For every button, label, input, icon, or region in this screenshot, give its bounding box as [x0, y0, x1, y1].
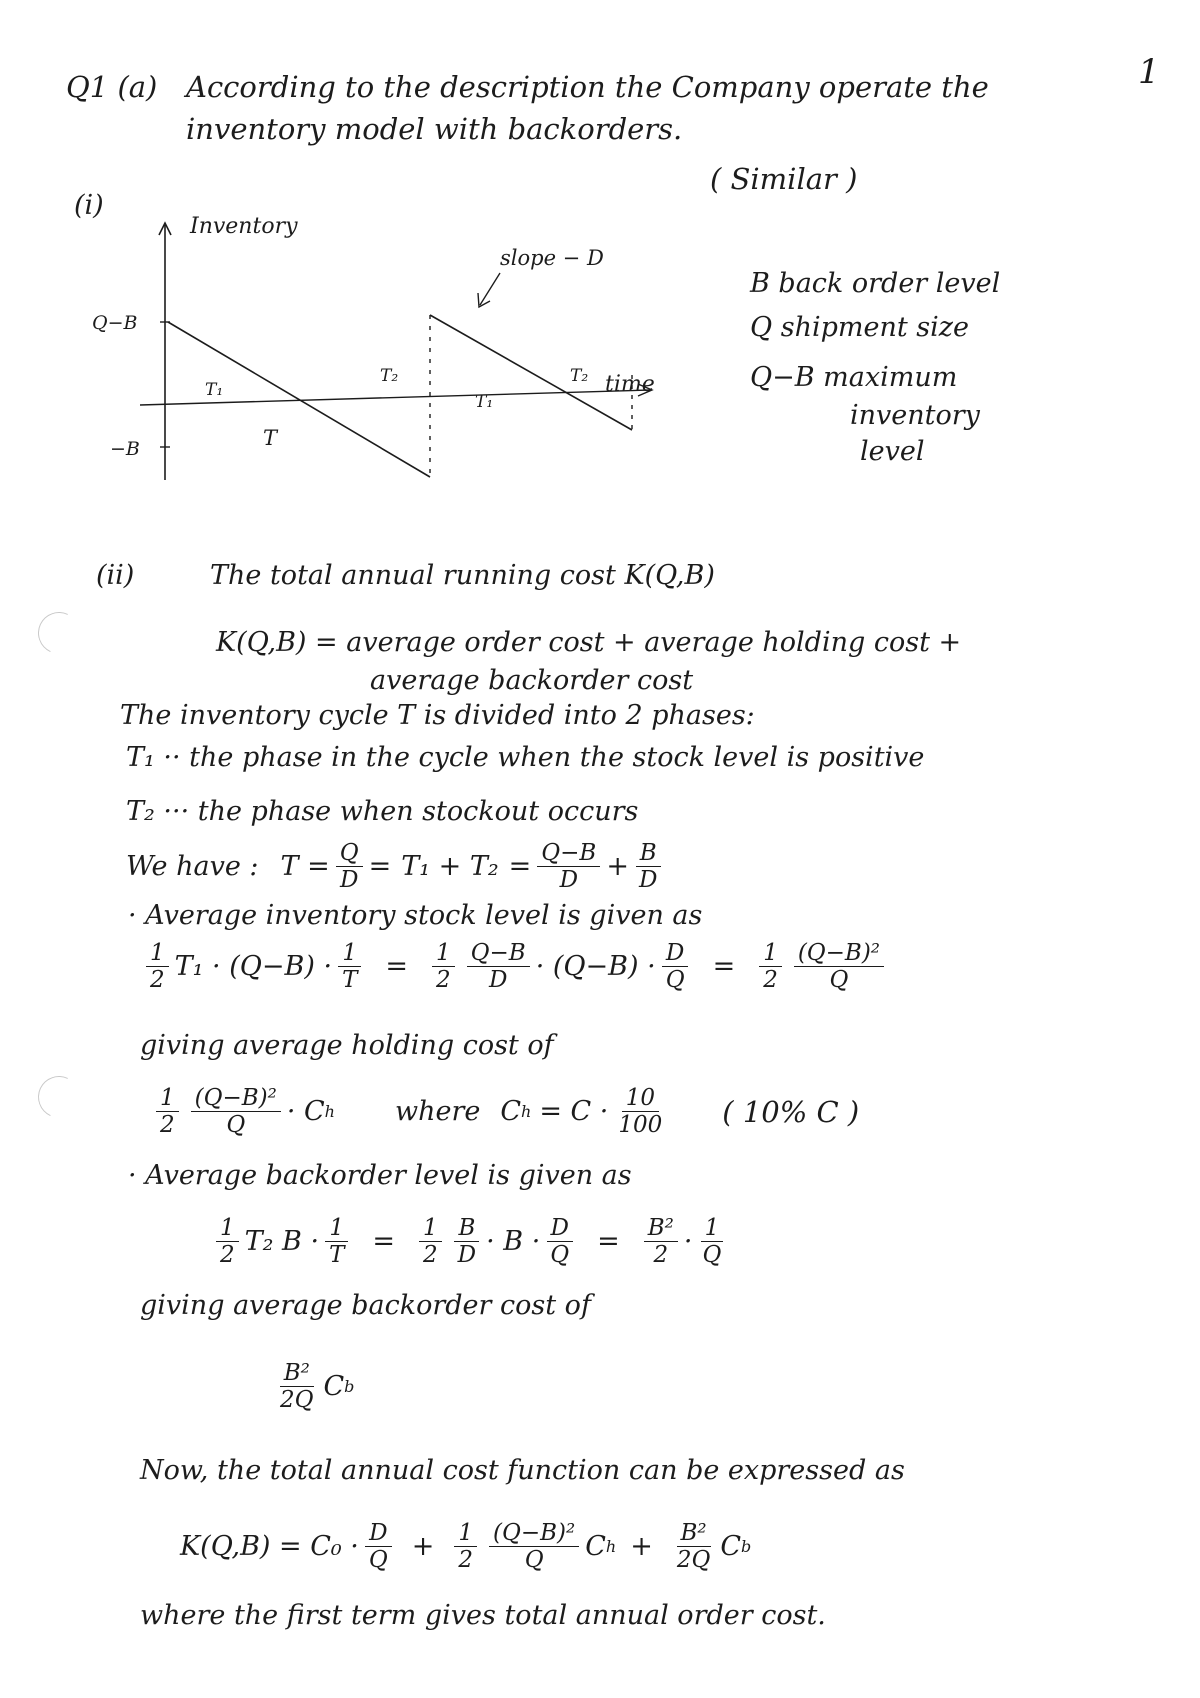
we-have-label: We have :	[126, 851, 259, 883]
slope-pointer	[480, 273, 500, 305]
qb-over-d: $\frac{Q-B}{D}$	[537, 840, 600, 894]
q-over-d: $\frac{Q}{D}$	[336, 840, 363, 894]
legend-q: Q shipment size	[750, 312, 969, 343]
backorder-cost-equation: $\frac{\text{B²}}{2Q}$ C b	[280, 1360, 355, 1414]
slope-label: slope − D	[500, 246, 604, 270]
x-axis-label: time	[605, 372, 655, 397]
now-text: Now, the total annual cost function can be expressed as	[140, 1455, 905, 1486]
b-over-d: $\frac{B}{D}$	[635, 840, 661, 894]
avg-backorder-text: · Average backorder level is given as	[128, 1160, 632, 1191]
similar-note: ( Similar )	[710, 162, 858, 196]
ten-percent-note: ( 10% C )	[722, 1094, 860, 1129]
cycle-text: The inventory cycle T is divided into 2 phases:	[120, 700, 755, 731]
t1-label-second: T₁	[475, 392, 494, 412]
question-line-1: According to the description the Company operate the	[186, 70, 989, 104]
punch-hole	[32, 606, 86, 660]
giving-backorder-text: giving average backorder cost of	[140, 1290, 591, 1321]
legend-qb-3: level	[860, 436, 925, 467]
t1-description: T₁ ·· the phase in the cycle when the stock level is positive	[126, 742, 925, 773]
k-definition-cont: average backorder cost	[370, 665, 694, 696]
tick-label-qb: Q−B	[92, 312, 138, 334]
cycle-t-label: T	[263, 426, 278, 450]
where-first-term-text: where the first term gives total annual order cost.	[140, 1600, 826, 1631]
t1-label-first: T₁	[205, 380, 224, 400]
inventory-cycle-diagram	[80, 215, 720, 485]
avg-backorder-equation: $\frac{1}{2}$ T₂ B · $\frac{1}{T}$ = $\frac{1}{2}$ $\frac{B}{D}$ · B · $\frac{D}{Q}$ = $\frac{\text{B²}}{2}$ · $\frac{1}{Q}$	[210, 1215, 731, 1269]
legend-qb-2: inventory	[850, 400, 980, 431]
avg-inventory-text: · Average inventory stock level is given as	[128, 900, 703, 931]
t2-label-first: T₂	[380, 366, 399, 386]
slope-arrow-icon	[478, 293, 490, 307]
page-number: 1	[1138, 52, 1160, 92]
holding-cost-equation: $\frac{1}{2}$ $\frac{\text{(Q−B)²}}{Q}$ · C h where C h = C · $\frac{10}{100}$ ( 10% C )	[150, 1085, 859, 1139]
y-axis-label: Inventory	[190, 215, 298, 239]
legend-qb-1: Q−B maximum	[750, 362, 958, 393]
t2-description: T₂ ··· the phase when stockout occurs	[126, 796, 639, 827]
tick-label-b: −B	[110, 438, 140, 460]
giving-holding-text: giving average holding cost of	[140, 1030, 554, 1061]
question-label: Q1 (a)	[66, 70, 158, 104]
cost-intro: The total annual running cost K(Q,B)	[210, 560, 715, 591]
k-definition: K(Q,B) = average order cost + average holding cost +	[216, 627, 962, 658]
inventory-line-2	[430, 315, 632, 430]
avg-inventory-equation: $\frac{1}{2}$ T₁ · (Q−B) · $\frac{1}{T}$ = $\frac{1}{2}$ $\frac{Q-B}{D}$ · (Q−B) · $\frac{D}{Q}$ = $\frac{1}{2}$ $\frac{\text{(Q−B)²}}{Q}$	[140, 940, 890, 994]
total-cost-equation: K(Q,B) = C₀ · $\frac{D}{Q}$ + $\frac{1}{2}$ $\frac{\text{(Q−B)²}}{Q}$ C h + $\frac{\text{B²}}{2Q}$ C b	[180, 1520, 752, 1574]
cycle-equation: We have : T = $\frac{Q}{D}$ = T₁ + T₂ = $\frac{Q-B}{D}$ + $\frac{B}{D}$	[126, 840, 667, 894]
punch-hole	[32, 1070, 86, 1124]
part-ii-label: (ii)	[96, 560, 135, 591]
t2-label-second: T₂	[570, 366, 589, 386]
question-line-2: inventory model with backorders.	[186, 112, 683, 146]
legend-b: B back order level	[750, 268, 1001, 299]
part-i-label: (i)	[74, 190, 104, 221]
